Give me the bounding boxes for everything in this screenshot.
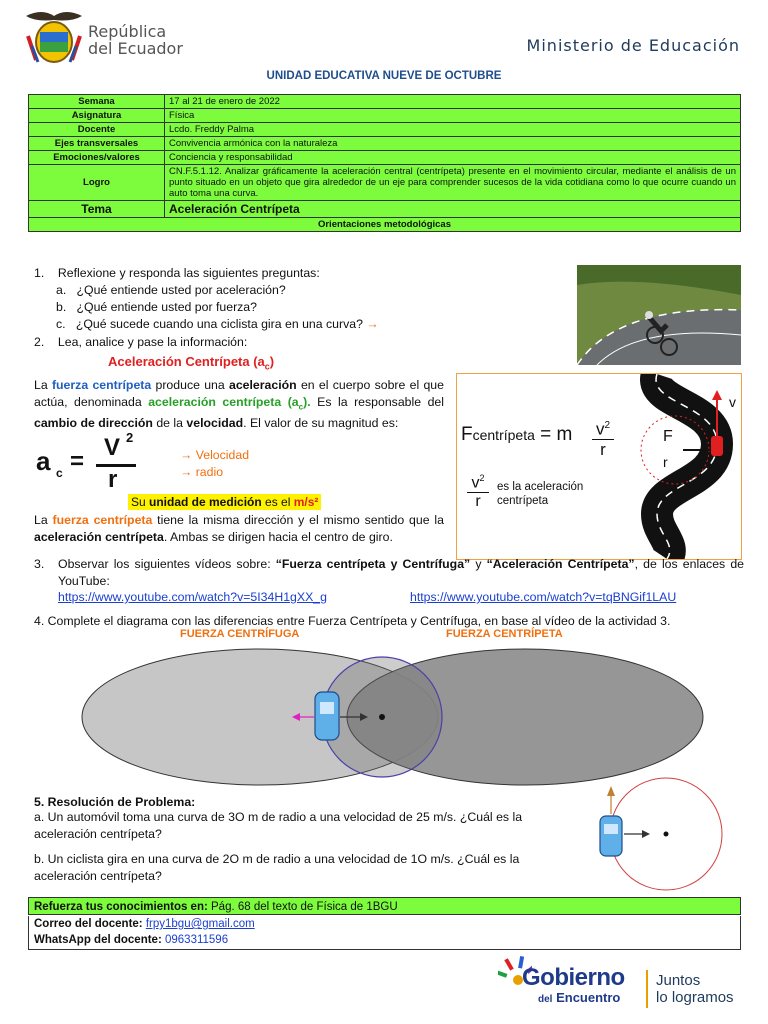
text: Su	[131, 495, 150, 509]
logo-slogan	[656, 972, 734, 1006]
row-label: Emociones/valores	[29, 151, 165, 165]
refuerza-row	[28, 897, 741, 915]
term-aceleracion-centripeta: aceleración centrípeta (a	[148, 395, 299, 409]
ministry-name: Ministerio de Educación	[526, 36, 740, 55]
formula-f: F	[461, 424, 473, 445]
activity-2-intro: 2. Lea, analice y pase la información:	[34, 335, 248, 349]
correo-label: Correo del docente:	[34, 918, 143, 930]
row-label: Ejes transversales	[29, 137, 165, 151]
row-value: Convivencia armónica con la naturaleza	[165, 137, 741, 151]
question-b: ¿Qué entiende usted por fuerza?	[76, 300, 257, 314]
question-a: ¿Qué entiende usted por aceleración?	[76, 283, 286, 297]
formula	[36, 430, 146, 493]
text: Es la responsable del	[310, 395, 444, 409]
term-fuerza-centripeta: fuerza centrípeta	[52, 513, 153, 527]
text: . Ambas se dirigen hacia el centro de giro.	[163, 530, 393, 544]
row-label: Semana	[29, 95, 165, 109]
arrow-right-icon: →	[366, 317, 379, 331]
whatsapp-number: 0963311596	[164, 934, 229, 946]
coat-of-arms	[22, 6, 86, 68]
text: . El valor de su magnitud es:	[243, 416, 399, 431]
orientaciones-label: Orientaciones metodológicas	[29, 218, 741, 232]
text: produce una	[151, 378, 229, 392]
video-title-1: “Fuerza centrípeta y Centrífuga”	[275, 557, 471, 571]
country-name	[88, 23, 183, 57]
term-cambio-direccion: cambio de dirección	[34, 416, 153, 431]
formula-c: c	[56, 466, 63, 480]
legend-velocidad: → Velocidad	[180, 448, 250, 462]
formula-a: a	[36, 446, 51, 476]
unit-value: m/s²	[293, 495, 319, 509]
activity-5-title: 5. Resolución de Problema:	[34, 795, 196, 809]
text: tiene la misma dirección y el mismo sentido que la	[152, 513, 444, 527]
table-row	[29, 123, 741, 137]
text: y	[470, 557, 487, 571]
term-close: ).	[303, 395, 311, 409]
activity-2-title	[108, 354, 274, 372]
formula-f-sub: centrípeta	[472, 427, 535, 443]
fraction-v: v	[595, 419, 605, 439]
table-row	[29, 151, 741, 165]
country-line-1: República	[88, 22, 167, 41]
gobierno-logo	[498, 950, 748, 1016]
row-value: 17 al 21 de enero de 2022	[165, 95, 741, 109]
row-value: CN.F.5.1.12. Analizar gráficamente la aceleración central (centrípeta) presente en el movimiento circular, mediante el análisis de un punto situado en un objeto que gira alrededor de un eje para comprender sucesos de la vida cotidiana como lo que ocurre cuando un auto toma una curva.	[165, 165, 741, 201]
row-value: Conciencia y responsabilidad	[165, 151, 741, 165]
note-line-2: centrípeta	[497, 495, 549, 507]
activity-3	[34, 556, 744, 590]
circular-motion-diagram	[588, 772, 724, 896]
label-centripeta: FUERZA CENTRÍPETA	[446, 628, 563, 640]
cyclist-photo	[577, 265, 741, 365]
refuerza-value: Pág. 68 del texto de Física de 1BGU	[211, 901, 398, 913]
tema-label: Tema	[29, 201, 165, 218]
text: La	[34, 378, 52, 392]
paragraph-2	[34, 512, 444, 546]
centripetal-diagram	[456, 373, 742, 560]
question-c: ¿Qué sucede cuando una ciclista gira en una curva?	[75, 317, 363, 331]
venn-diagram	[80, 640, 710, 790]
table-row	[29, 109, 741, 123]
legend-radio: → radio	[180, 465, 224, 479]
whatsapp-label: WhatsApp del docente:	[34, 934, 162, 946]
title-close: )	[269, 354, 275, 369]
row-label: Asignatura	[29, 109, 165, 123]
activity-1-intro: Reflexione y responda las siguientes preguntas:	[57, 266, 320, 280]
tema-value: Aceleración Centrípeta	[165, 201, 741, 218]
logo-divider	[646, 970, 648, 1008]
term-sub: c	[298, 402, 304, 412]
fraction-r: r	[592, 439, 614, 459]
note-v: v	[471, 474, 480, 492]
slogan-line-2: lo logramos	[656, 989, 734, 1006]
activity-4-text: 4. Complete el diagrama con las diferencias entre Fuerza Centrípeta y Centrífuga, en base al vídeo de la actividad 3.	[34, 614, 671, 628]
term-aceleracion-centripeta: aceleración centrípeta	[34, 530, 164, 544]
text: en el cuerpo sobre el que actúa, denominada	[34, 378, 444, 409]
note-sq: 2	[479, 473, 485, 483]
title-main: Aceleración Centrípeta (a	[108, 354, 265, 369]
refuerza-label: Refuerza tus conocimientos en:	[34, 901, 208, 913]
diagram-note	[497, 480, 583, 508]
contact-block	[28, 916, 741, 950]
logo-gobierno: Gobierno	[522, 964, 625, 991]
term-velocidad: velocidad	[186, 416, 244, 431]
unit-line	[128, 494, 321, 510]
logo-encuentro	[538, 990, 620, 1005]
note-r: r	[467, 492, 489, 511]
slogan-line-1: Juntos	[656, 972, 701, 989]
logo-encuentro-text: Encuentro	[556, 990, 621, 1005]
table-row	[29, 137, 741, 151]
logo-del: del	[538, 994, 553, 1005]
title-sub: c	[264, 361, 270, 372]
diagram-fraction	[592, 416, 614, 459]
formula-eq: = m	[540, 424, 573, 445]
info-table	[28, 94, 741, 232]
video-title-2: “Aceleración Centrípeta”	[486, 557, 635, 571]
email-link[interactable]: frpy1bgu@gmail.com	[145, 918, 255, 930]
formula-legend	[180, 447, 249, 481]
formula-r: r	[108, 466, 118, 493]
road-label-f: F	[663, 428, 673, 445]
text: Observar los siguientes vídeos sobre:	[58, 557, 276, 571]
row-value: Lcdo. Freddy Palma	[165, 123, 741, 137]
school-name: UNIDAD EDUCATIVA NUEVE DE OCTUBRE	[266, 70, 502, 82]
orientaciones-row	[29, 218, 741, 232]
fraction-sq: 2	[604, 420, 611, 431]
country-line-2: del Ecuador	[88, 39, 183, 58]
activity-3-num: 3.	[34, 557, 45, 571]
paragraph-1	[34, 377, 444, 432]
youtube-link-1[interactable]: https://www.youtube.com/watch?v=5I34H1gXX_g	[58, 590, 327, 604]
formula-eq: =	[70, 448, 85, 475]
diagram-note-fraction	[467, 469, 489, 511]
table-row	[29, 165, 741, 201]
diagram-formula	[461, 424, 572, 446]
road-label-v: v	[729, 394, 736, 410]
note-line-1: es la aceleración	[497, 481, 584, 493]
tema-row	[29, 201, 741, 218]
text: , de los enlaces de YouTube:	[58, 557, 744, 588]
text: de la	[152, 416, 187, 431]
problem-b: b. Un ciclista gira en una curva de 2O m de radio a una velocidad de 1O m/s. ¿Cuál es la aceleración centrípeta?	[34, 852, 520, 883]
term-aceleracion: aceleración	[228, 378, 297, 392]
row-label: Docente	[29, 123, 165, 137]
problem-a: a. Un automóvil toma una curva de 3O m de radio a una velocidad de 25 m/s. ¿Cuál es la aceleración centrípeta?	[34, 810, 523, 841]
formula-sq: 2	[126, 430, 134, 445]
road-curve	[617, 374, 741, 559]
row-label: Logro	[29, 165, 165, 201]
table-row	[29, 95, 741, 109]
row-value: Física	[165, 109, 741, 123]
road-label-r: r	[663, 454, 668, 470]
term-fuerza-centripeta: fuerza centrípeta	[51, 378, 152, 392]
text: es el	[261, 495, 294, 509]
text: La	[34, 513, 53, 527]
activity-2-intro-text: Lea, analice y pase la información:	[57, 335, 248, 349]
formula-v: V	[104, 434, 121, 461]
label-centrifuga: FUERZA CENTRÍFUGA	[180, 628, 300, 640]
activity-1: 1. Reflexione y responda las siguientes preguntas: a. ¿Qué entiende usted por aceleración? b. ¿Qué entiende usted por fuerza? c. ¿Qué sucede cuando una ciclista gira en una curva? →	[34, 266, 379, 331]
unit-bold: unidad de medición	[149, 495, 262, 509]
youtube-link-2[interactable]: https://www.youtube.com/watch?v=tqBNGif1LAU	[410, 590, 677, 604]
